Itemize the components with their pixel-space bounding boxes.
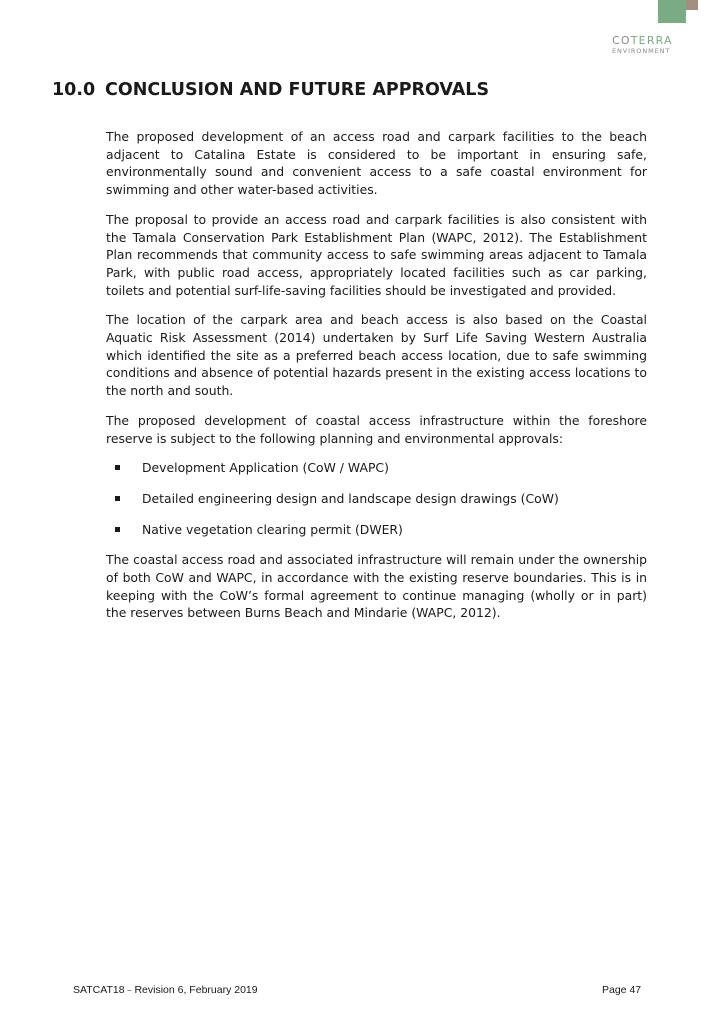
logo-wordmark	[612, 35, 688, 47]
list-item	[106, 490, 647, 508]
footer-page-number: Page 47	[602, 984, 642, 996]
logo-terra-text: TERRA	[630, 34, 673, 47]
paragraph-intro: The proposed development of an access road and carpark facilities to the beach adjacent to Catalina Estate is considered to be important in ensuring safe, environmentally sound and convenient access to a safe coastal environment for swimming and other water-based activities.	[106, 129, 647, 198]
list-item	[106, 459, 647, 477]
coterra-logo	[612, 35, 688, 55]
corner-accent-brown	[686, 0, 698, 10]
section-title: CONCLUSION AND FUTURE APPROVALS	[105, 80, 490, 100]
bullet-square-icon	[115, 465, 120, 470]
section-heading	[52, 80, 489, 100]
corner-accent-green	[658, 0, 686, 23]
paragraph-establishment-plan: The proposal to provide an access road and carpark facilities is also consistent with the Tamala Conservation Park Establishment Plan (WAPC, 2012). The Establishment Plan recommends that community access to safe swimming areas adjacent to Tamala Park, with public road access, appropriately located facilities such as car parking, toilets and potential surf-life-saving facilities should be investigated and provided.	[106, 211, 647, 298]
footer-doc-code: SATCAT18	[73, 984, 125, 996]
footer-revision: Revision 6, February 2019	[134, 984, 258, 996]
bullet-square-icon	[115, 527, 120, 532]
list-item-text: Detailed engineering design and landscape design drawings (CoW)	[142, 490, 559, 506]
bullet-square-icon	[115, 496, 120, 501]
list-item-text: Native vegetation clearing permit (DWER)	[142, 521, 403, 537]
logo-subtitle: ENVIRONMENT	[612, 47, 671, 55]
paragraph-risk-assessment: The location of the carpark area and beach access is also based on the Coastal Aquatic Risk Assessment (2014) undertaken by Surf Life Saving Western Australia which identified the site as a preferred beach access location, due to safe swimming conditions and absence of potential hazards present in the existing access locations to the north and south.	[106, 312, 647, 399]
logo-co-text: CO	[612, 34, 631, 47]
approvals-list	[106, 459, 647, 538]
footer-document-info	[73, 984, 258, 996]
list-item	[106, 521, 647, 539]
paragraph-approvals-intro: The proposed development of coastal access infrastructure within the foreshore reserve is subject to the following planning and environmental approvals:	[106, 412, 647, 446]
list-item-text: Development Application (CoW / WAPC)	[142, 460, 389, 476]
section-number: 10.0	[52, 80, 96, 100]
footer-separator: –	[127, 986, 132, 994]
body-content	[106, 128, 647, 634]
paragraph-closing: The coastal access road and associated infrastructure will remain under the ownership of both CoW and WAPC, in accordance with the existing reserve boundaries. This is in keeping with the CoW’s formal agreement to continue managing (wholly or in part) the reserves between Burns Beach and Mindarie (WAPC, 2012).	[106, 552, 647, 621]
